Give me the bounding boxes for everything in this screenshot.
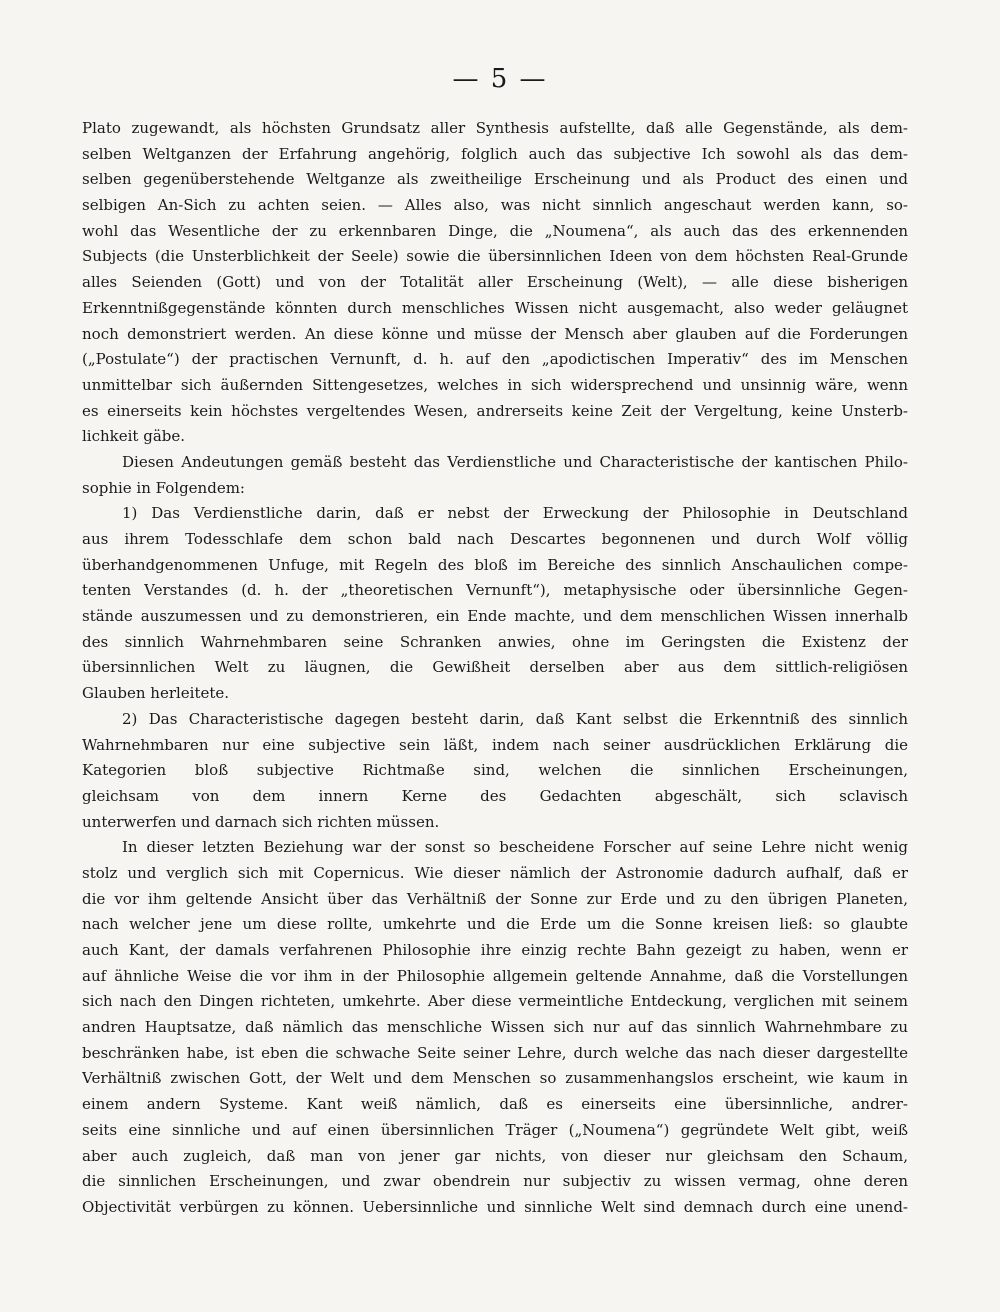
text-line: seits eine sinnliche und auf einen übersinnlichen Träger („Noumena“) gegründete Welt gibt, weiß (82, 1120, 908, 1139)
text-line: lichkeit gäbe. (82, 427, 186, 446)
text-line: unmittelbar sich äußernden Sittengesetzes, welches in sich widersprechend und unsinnig wäre, wenn (82, 375, 908, 394)
text-line: 1) Das Verdienstliche darin, daß er nebst der Erweckung der Philosophie in Deutschland (122, 504, 908, 523)
text-line: es einerseits kein höchstes vergeltendes Wesen, andrerseits keine Zeit der Vergeltung, keine Unsterb- (82, 401, 908, 420)
text-line: Glauben herleitete. (82, 684, 230, 703)
text-line: Plato zugewandt, als höchsten Grundsatz aller Synthesis aufstellte, daß alle Gegenstände, als dem- (82, 119, 908, 137)
text-line: Subjects (die Unsterblichkeit der Seele) sowie die übersinnlichen Ideen von dem höchsten Real-Grunde (82, 247, 908, 266)
text-line: übersinnlichen Welt zu läugnen, die Gewißheit derselben aber aus dem sittlich-religiösen (82, 658, 908, 677)
text-line: selben gegenüberstehende Weltganze als zweitheilige Erscheinung und als Product des einen und (82, 170, 908, 189)
page-number: — 5 — (452, 64, 548, 94)
text-line: selbigen An-Sich zu achten seien. — Alles also, was nicht sinnlich angeschaut werden kann, so- (82, 196, 908, 215)
text-line: beschränken habe, ist eben die schwache Seite seiner Lehre, durch welche das nach dieser dargestellte (82, 1043, 908, 1062)
text-line: Verhältniß zwischen Gott, der Welt und dem Menschen so zusammenhangslos erscheint, wie kaum in (82, 1069, 908, 1088)
text-line: Diesen Andeutungen gemäß besteht das Verdienstliche und Characteristische der kantischen Philo- (122, 452, 908, 471)
text-line: nach welcher jene um diese rollte, umkehrte und die Erde um die Sonne kreisen ließ: so glaubte (82, 915, 908, 934)
text-line: Objectivität verbürgen zu können. Uebersinnliche und sinnliche Welt sind demnach durch eine unend- (82, 1197, 908, 1216)
text-line: die sinnlichen Erscheinungen, und zwar obendrein nur subjectiv zu wissen vermag, ohne deren (82, 1172, 908, 1191)
text-line: selben Weltganzen der Erfahrung angehörig, folglich auch das subjective Ich sowohl als das dem- (82, 144, 908, 163)
text-line: Erkenntnißgegenstände könnten durch menschliches Wissen nicht ausgemacht, also weder geläugnet (82, 298, 908, 317)
text-line: stolz und verglich sich mit Copernicus. Wie dieser nämlich der Astronomie dadurch aufhalf, daß er (82, 863, 908, 882)
text-line: 2) Das Characteristische dagegen besteht darin, daß Kant selbst die Erkenntniß des sinnlich (122, 709, 908, 728)
text-line: Kategorien bloß subjective Richtmaße sind, welchen die sinnlichen Erscheinungen, (82, 761, 908, 780)
text-line: des sinnlich Wahrnehmbaren seine Schranken anwies, ohne im Geringsten die Existenz der (82, 632, 908, 651)
text-line: sophie in Folgendem: (82, 478, 245, 497)
text-line: überhandgenommenen Unfuge, mit Regeln des bloß im Bereiche des sinnlich Anschaulichen compe- (82, 555, 908, 574)
text-line: auf ähnliche Weise die vor ihm in der Philosophie allgemein geltende Annahme, daß die Vorstellungen (82, 966, 908, 985)
body-text (82, 116, 908, 1221)
text-line: sich nach den Dingen richteten, umkehrte. Aber diese vermeintliche Entdeckung, verglichen mit seinem (82, 992, 908, 1011)
text-line: die vor ihm geltende Ansicht über das Verhältniß der Sonne zur Erde und zu den übrigen Planeten, (82, 889, 908, 908)
text-line: Wahrnehmbaren nur eine subjective sein läßt, indem nach seiner ausdrücklichen Erklärung die (82, 735, 908, 754)
text-line: In dieser letzten Beziehung war der sonst so bescheidene Forscher auf seine Lehre nicht wenig (122, 838, 908, 857)
text-line: wohl das Wesentliche der zu erkennbaren Dinge, die „Noumena“, als auch das des erkennenden (82, 221, 908, 240)
text-line: gleichsam von dem innern Kerne des Gedachten abgeschält, sich sclavisch (82, 786, 908, 805)
text-line: auch Kant, der damals verfahrenen Philosophie ihre einzig rechte Bahn gezeigt zu haben, wenn er (82, 941, 908, 959)
text-line: stände auszumessen und zu demonstrieren, ein Ende machte, und dem menschlichen Wissen innerhalb (82, 607, 908, 626)
text-line: („Postulate“) der practischen Vernunft, d. h. auf den „apodictischen Imperativ“ des im Menschen (82, 350, 908, 369)
text-line: tenten Verstandes (d. h. der „theoretischen Vernunft“), metaphysische oder übersinnliche Gegen- (82, 581, 908, 600)
text-line: aber auch zugleich, daß man von jener gar nichts, von dieser nur gleichsam den Schaum, (82, 1146, 908, 1165)
text-line: einem andern Systeme. Kant weiß nämlich, daß es einerseits eine übersinnliche, andrer- (82, 1095, 908, 1114)
text-line: alles Seienden (Gott) und von der Totalität aller Erscheinung (Welt), — alle diese bisherigen (82, 273, 908, 292)
text-line: unterwerfen und darnach sich richten müssen. (82, 812, 440, 831)
text-line: noch demonstriert werden. An diese könne und müsse der Mensch aber glauben auf die Forderungen (82, 324, 908, 343)
text-line: aus ihrem Todesschlafe dem schon bald nach Descartes begonnenen und durch Wolf völlig (82, 530, 908, 548)
text-line: andren Hauptsatze, daß nämlich das menschliche Wissen sich nur auf das sinnlich Wahrnehmbare zu (82, 1018, 908, 1037)
